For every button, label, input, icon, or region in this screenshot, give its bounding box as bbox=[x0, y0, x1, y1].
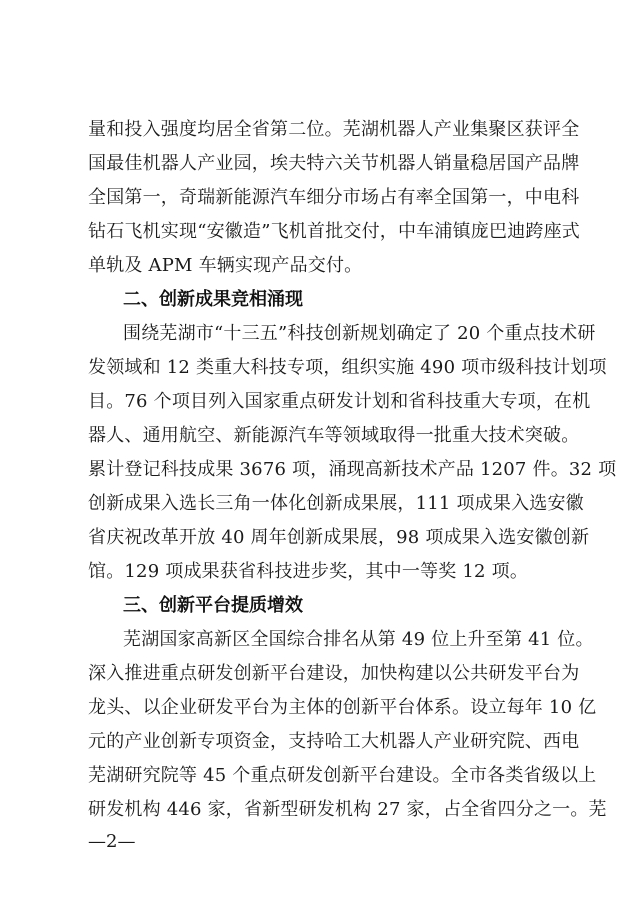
paragraph-line: 芜湖国家高新区全国综合排名从第 49 位上升至第 41 位。 bbox=[123, 629, 594, 650]
paragraph-line: 国最佳机器人产业园，埃夫特六关节机器人销量稳居国产品牌 bbox=[88, 153, 580, 174]
paragraph-line: 深入推进重点研发创新平台建设，加快构建以公共研发平台为 bbox=[88, 663, 580, 684]
page-number: —2— bbox=[88, 831, 136, 852]
paragraph-line: 芜湖研究院等 45 个重点研发创新平台建设。全市各类省级以上 bbox=[88, 765, 597, 786]
paragraph-line: 省庆祝改革开放 40 周年创新成果展，98 项成果入选安徽创新 bbox=[88, 527, 590, 548]
paragraph-line: 量和投入强度均居全省第二位。芜湖机器人产业集聚区获评全 bbox=[88, 119, 580, 140]
paragraph-line: 目。76 个项目列入国家重点研发计划和省科技重大专项，在机 bbox=[88, 391, 591, 412]
paragraph-line: 单轨及 APM 车辆实现产品交付。 bbox=[88, 255, 363, 276]
paragraph-line: 发领域和 12 类重大科技专项，组织实施 490 项市级科技计划项 bbox=[88, 357, 607, 378]
paragraph-line: 围绕芜湖市“十三五”科技创新规划确定了 20 个重点技术研 bbox=[123, 323, 596, 344]
paragraph-line: 龙头、以企业研发平台为主体的创新平台体系。设立每年 10 亿 bbox=[88, 697, 597, 718]
paragraph-line: 元的产业创新专项资金，支持哈工大机器人产业研究院、西电 bbox=[88, 731, 580, 752]
paragraph-line: 研发机构 446 家，省新型研发机构 27 家，占全省四分之一。芜 bbox=[88, 799, 607, 820]
paragraph-line: 全国第一，奇瑞新能源汽车细分市场占有率全国第一，中电科 bbox=[88, 187, 580, 208]
section-heading-3: 三、创新平台提质增效 bbox=[123, 595, 303, 616]
paragraph-line: 馆。129 项成果获省科技进步奖，其中一等奖 12 项。 bbox=[88, 561, 529, 582]
paragraph-line: 钻石飞机实现“安徽造”飞机首批交付，中车浦镇庞巴迪跨座式 bbox=[88, 221, 581, 242]
paragraph-line: 累计登记科技成果 3676 项，涌现高新技术产品 1207 件。32 项 bbox=[88, 459, 617, 480]
section-heading-2: 二、创新成果竞相涌现 bbox=[123, 289, 303, 310]
paragraph-line: 创新成果入选长三角一体化创新成果展，111 项成果入选安徽 bbox=[88, 493, 584, 514]
paragraph-line: 器人、通用航空、新能源汽车等领域取得一批重大技术突破。 bbox=[88, 425, 580, 446]
